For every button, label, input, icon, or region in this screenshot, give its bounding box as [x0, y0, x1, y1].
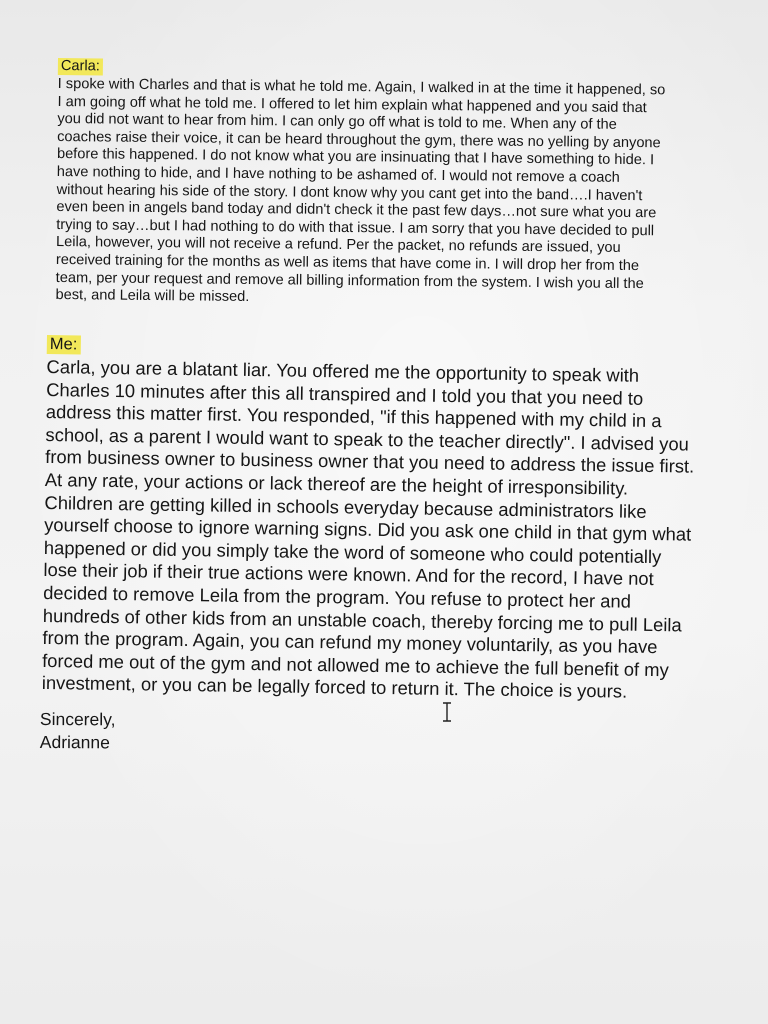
me-line: At any rate, your actions or lack thereof are the height of irresponsibility. — [44, 468, 629, 499]
me-line: forced me out of the gym and not allowed me to achieve the full benefit of my — [42, 649, 669, 680]
carla-line: have nothing to hide, and I have nothing to be ashamed of. I would not remove a coach — [56, 163, 620, 186]
carla-label: Carla: — [58, 58, 103, 75]
signer-name: Adrianne — [39, 731, 110, 753]
me-label: Me: — [47, 335, 81, 354]
carla-line: received training for the months as well as items that have come in. I will drop her from the — [55, 251, 640, 275]
me-line: Charles 10 minutes after this all transpired and I told you that you need to — [46, 378, 644, 409]
me-line: address this matter first. You responded, "if this happened with my child in a — [45, 401, 662, 432]
me-line: happened or did you simply take the word of someone who could potentially — [43, 536, 662, 567]
carla-line: I am going off what he told me. I offered to let him explain what happened and you said that — [57, 93, 647, 116]
carla-message — [55, 58, 748, 312]
me-line: investment, or you can be legally forced to return it. The choice is yours. — [41, 672, 628, 702]
me-line: Carla, you are a blatant liar. You offered me the opportunity to speak with — [46, 355, 640, 386]
carla-line: you did not want to hear from him. I can only go off what is told to me. When any of the — [57, 111, 617, 134]
carla-line: coaches raise their voice, it can be heard throughout the gym, there was no yelling by anyone — [57, 128, 661, 152]
carla-line: even been in angels band today and didn't check it the past few days…not sure what you are — [56, 199, 657, 222]
carla-line: team, per your request and remove all billing information from the system. I wish you all the — [55, 269, 644, 292]
carla-line: trying to say…but I had nothing to do with that issue. I am sorry that you have decided to pull — [56, 216, 655, 240]
signature-block — [40, 708, 116, 754]
carla-line: without hearing his side of the story. I dont know why you cant get into the band….I haven't — [56, 181, 643, 204]
me-line: from the program. Again, you can refund my money voluntarily, as you have — [42, 627, 658, 658]
me-line: Children are getting killed in schools everyday because administrators like — [44, 491, 647, 522]
me-line: yourself choose to ignore warning signs. Did you ask one child in that gym what — [44, 514, 692, 545]
carla-line: I spoke with Charles and that is what he told me. Again, I walked in at the time it happened, so — [57, 75, 666, 99]
me-line: school, as a parent I would want to speak to the teacher directly". I advised you — [45, 423, 690, 455]
carla-line: Leila, however, you will not receive a refund. Per the packet, no refunds are issued, you — [55, 234, 621, 257]
carla-line: before this happened. I do not know what you are insinuating that I have something to hide. I — [56, 146, 655, 169]
closing-text: Sincerely, — [39, 709, 116, 730]
me-line: from business owner to business owner that you need to address the issue first. — [45, 446, 695, 477]
me-line: lose their job if their true actions were known. And for the record, I have not — [43, 559, 654, 590]
me-message — [42, 335, 767, 706]
me-line: decided to remove Leila from the program. You refuse to protect her and — [43, 581, 632, 612]
text-cursor-icon — [441, 702, 453, 722]
carla-line: best, and Leila will be missed. — [55, 287, 250, 306]
me-line: hundreds of other kids from an unstable coach, thereby forcing me to pull Leila — [42, 604, 682, 635]
